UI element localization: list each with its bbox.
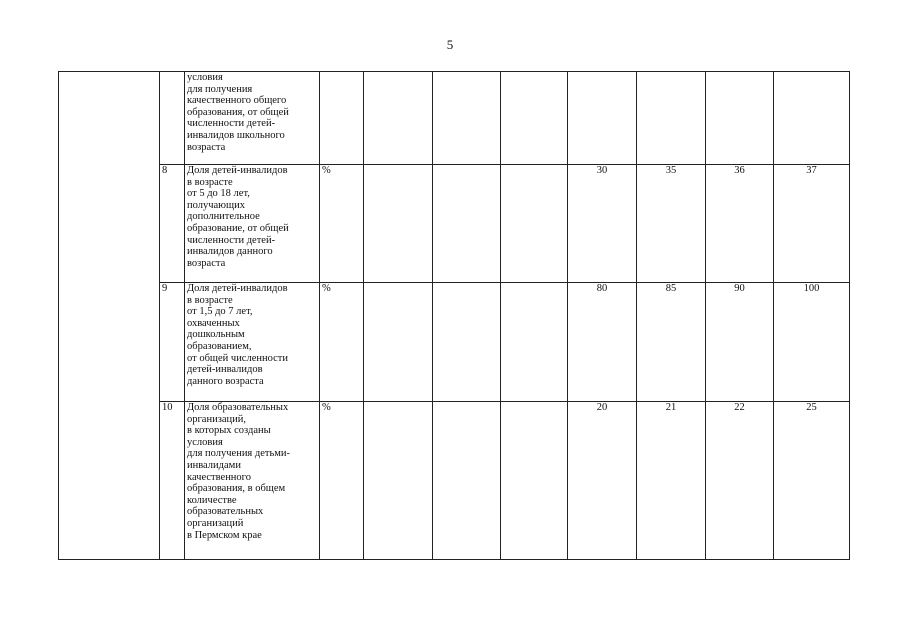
- value-cell: [433, 72, 501, 165]
- value-cell: [364, 283, 433, 402]
- value-cell: [364, 165, 433, 283]
- description-line: образованием,: [187, 340, 252, 352]
- table-row: [59, 283, 850, 402]
- description-line: возраста: [187, 141, 226, 153]
- description-line: детей-инвалидов: [187, 364, 263, 376]
- description-line: Доля детей-инвалидов: [187, 165, 288, 176]
- unit-cell: %: [320, 165, 364, 283]
- description-line: Доля образовательных: [187, 402, 289, 413]
- description-line: условия: [187, 72, 223, 83]
- description-line: образовательных: [187, 506, 264, 518]
- indicator-description: [185, 402, 320, 560]
- value-cell: [433, 402, 501, 560]
- unit-cell: [320, 72, 364, 165]
- value-cell: 80: [568, 283, 637, 402]
- description-line: в которых созданы: [187, 425, 271, 437]
- value-cell: 35: [637, 165, 706, 283]
- description-line: дошкольным: [187, 329, 245, 341]
- description-line: от 1,5 до 7 лет,: [187, 306, 253, 318]
- value-cell: [433, 165, 501, 283]
- description-line: возраста: [187, 257, 226, 269]
- value-cell: [774, 72, 850, 165]
- table-row: [59, 402, 850, 560]
- description-line: инвалидов данного: [187, 246, 273, 258]
- value-cell: [501, 165, 568, 283]
- description-line: организаций,: [187, 413, 246, 425]
- value-cell: 100: [774, 283, 850, 402]
- indicator-description: [185, 72, 320, 165]
- value-cell: 37: [774, 165, 850, 283]
- row-number: [160, 72, 185, 165]
- row-number: 8: [160, 165, 185, 283]
- description-line: данного возраста: [187, 375, 264, 387]
- description-line: качественного общего: [187, 95, 287, 107]
- value-cell: 85: [637, 283, 706, 402]
- description-line: получающих: [187, 199, 245, 211]
- description-line: в возрасте: [187, 176, 233, 188]
- description-line: образования, в общем: [187, 483, 286, 495]
- value-cell: 21: [637, 402, 706, 560]
- description-line: инвалидов школьного: [187, 129, 285, 141]
- value-cell: [501, 283, 568, 402]
- description-line: численности детей-: [187, 234, 276, 246]
- value-cell: [501, 72, 568, 165]
- merged-first-column-cell: [59, 72, 160, 560]
- value-cell: [501, 402, 568, 560]
- description-line: для получения: [187, 83, 253, 95]
- description-line: численности детей-: [187, 118, 276, 130]
- indicator-description: [185, 165, 320, 283]
- value-cell: 30: [568, 165, 637, 283]
- value-cell: [433, 283, 501, 402]
- table-row: [59, 72, 850, 165]
- description-line: Доля детей-инвалидов: [187, 283, 288, 294]
- description-line: в Пермском крае: [187, 529, 262, 541]
- description-line: от общей численности: [187, 352, 288, 364]
- description-line: количестве: [187, 494, 237, 506]
- description-line: в возрасте: [187, 294, 233, 306]
- page-number: 5: [446, 37, 454, 52]
- description-line: дополнительное: [187, 211, 260, 223]
- description-line: условия: [187, 436, 223, 448]
- indicators-table: [58, 71, 850, 560]
- value-cell: 90: [706, 283, 774, 402]
- description-line: образования, от общей: [187, 106, 289, 118]
- unit-cell: %: [320, 402, 364, 560]
- row-number: 10: [160, 402, 185, 560]
- value-cell: 20: [568, 402, 637, 560]
- description-line: качественного: [187, 471, 251, 483]
- value-cell: [364, 72, 433, 165]
- description-line: образование, от общей: [187, 222, 289, 234]
- description-line: охваченных: [187, 317, 240, 329]
- unit-cell: %: [320, 283, 364, 402]
- value-cell: [568, 72, 637, 165]
- value-cell: [706, 72, 774, 165]
- value-cell: 25: [774, 402, 850, 560]
- description-line: от 5 до 18 лет,: [187, 188, 250, 200]
- value-cell: [364, 402, 433, 560]
- value-cell: 36: [706, 165, 774, 283]
- value-cell: [637, 72, 706, 165]
- indicator-description: [185, 283, 320, 402]
- table-row: [59, 165, 850, 283]
- value-cell: 22: [706, 402, 774, 560]
- description-line: инвалидами: [187, 459, 241, 471]
- row-number: 9: [160, 283, 185, 402]
- description-line: для получения детьми-: [187, 448, 291, 460]
- description-line: организаций: [187, 517, 244, 529]
